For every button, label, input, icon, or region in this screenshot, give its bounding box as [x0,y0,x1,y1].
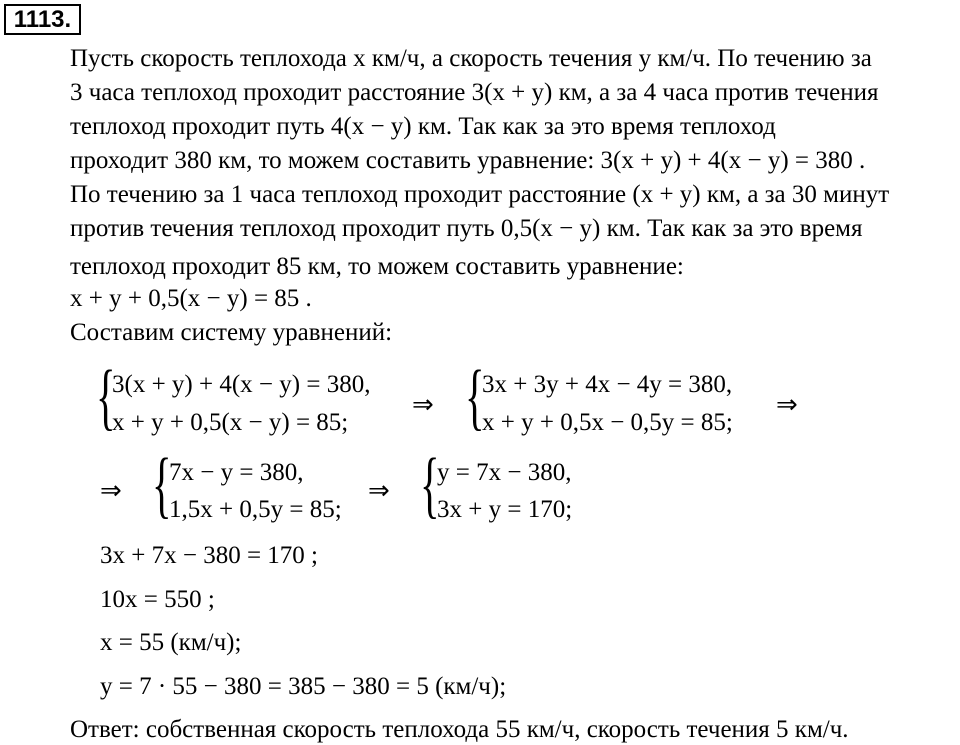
system-intro: Составим систему уравнений: [70,319,393,346]
system-1-eq-1: 3(x + y) + 4(x − y) = 380, [112,371,371,398]
paragraph-line-5: По течению за 1 часа теплоход проходит расстояние (x + y) км, а за 30 минут [70,181,890,208]
problem-number: 1113. [4,4,81,35]
answer-line: Ответ: собственная скорость теплохода 55 км/ч, скорость течения 5 км/ч. [70,716,849,743]
implies-arrow-3: ⇒ [100,476,122,506]
system-4-eq-2: 3x + y = 170; [437,496,573,523]
step-2: 10x = 550 ; [100,586,215,613]
brace-system-2: { [465,356,485,438]
system-2-eq-2: x + y + 0,5x − 0,5y = 85; [482,409,733,436]
system-3-eq-2: 1,5x + 0,5y = 85; [169,496,342,523]
paragraph-line-4: проходит 380 км, то можем составить уравнение: 3(x + y) + 4(x − y) = 380 . [70,147,866,174]
equation-line: x + y + 0,5(x − y) = 85 . [70,285,312,312]
brace-system-3: { [152,444,172,526]
implies-arrow-2: ⇒ [776,390,798,420]
system-1-eq-2: x + y + 0,5(x − y) = 85; [112,409,349,436]
step-1: 3x + 7x − 380 = 170 ; [100,542,318,569]
step-4: y = 7 · 55 − 380 = 385 − 380 = 5 (км/ч); [100,673,507,700]
system-3-eq-1: 7x − y = 380, [169,459,304,486]
paragraph-line-6: против течения теплоход проходит путь 0,5(x − y) км. Так как за это время [70,215,863,242]
paragraph-line-2: 3 часа теплоход проходит расстояние 3(x + y) км, а за 4 часа против течения [70,79,879,106]
paragraph-line-1: Пусть скорость теплохода x км/ч, а скорость течения y км/ч. По течению за [70,45,872,72]
step-3: x = 55 (км/ч); [100,629,242,656]
paragraph-line-7: теплоход проходит 85 км, то можем составить уравнение: [70,253,684,280]
implies-arrow-4: ⇒ [368,476,390,506]
brace-system-1: { [96,356,116,438]
brace-system-4: { [420,444,440,526]
system-4-eq-1: y = 7x − 380, [437,459,572,486]
paragraph-line-3: теплоход проходит путь 4(x − y) км. Так как за это время теплоход [70,113,776,140]
implies-arrow-1: ⇒ [412,390,434,420]
system-2-eq-1: 3x + 3y + 4x − 4y = 380, [482,371,733,398]
